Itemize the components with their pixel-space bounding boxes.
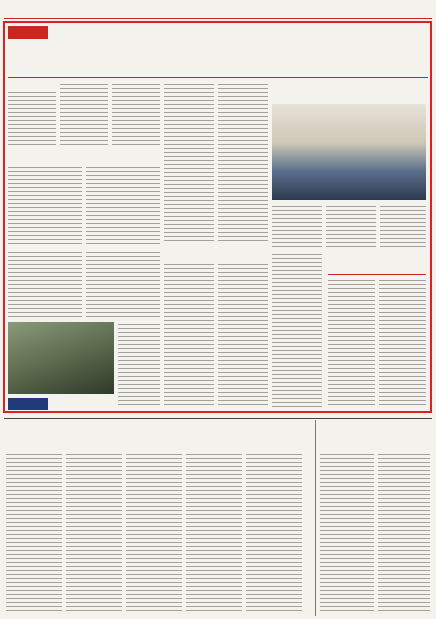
body-text [8, 250, 82, 318]
body-text [380, 204, 426, 248]
feature-photo-main [272, 104, 426, 200]
side-rule [328, 274, 426, 275]
body-text [378, 452, 430, 614]
section-logo [8, 398, 48, 410]
body-text [272, 252, 322, 408]
body-text [66, 452, 122, 614]
body-text [6, 452, 62, 614]
masthead [4, 3, 432, 19]
body-text [320, 452, 374, 614]
body-text [86, 250, 160, 318]
body-text [328, 278, 375, 408]
page-divider [4, 418, 432, 419]
body-text [164, 262, 214, 408]
body-text [126, 452, 182, 614]
body-text [218, 82, 268, 242]
body-text [86, 165, 160, 247]
badge [8, 26, 48, 39]
body-text [379, 278, 426, 408]
body-text [8, 165, 82, 247]
body-text [164, 82, 214, 242]
headline-rule [8, 77, 428, 78]
body-text [246, 452, 302, 614]
body-text [272, 204, 322, 248]
subhead-box [8, 150, 160, 162]
body-text [112, 82, 160, 146]
body-text [118, 322, 160, 408]
body-text [326, 204, 376, 248]
body-text [60, 82, 108, 146]
body-text [8, 90, 56, 146]
body-text [186, 452, 242, 614]
column-divider [315, 420, 316, 616]
body-text [218, 262, 268, 408]
feature-photo-1 [8, 322, 114, 394]
